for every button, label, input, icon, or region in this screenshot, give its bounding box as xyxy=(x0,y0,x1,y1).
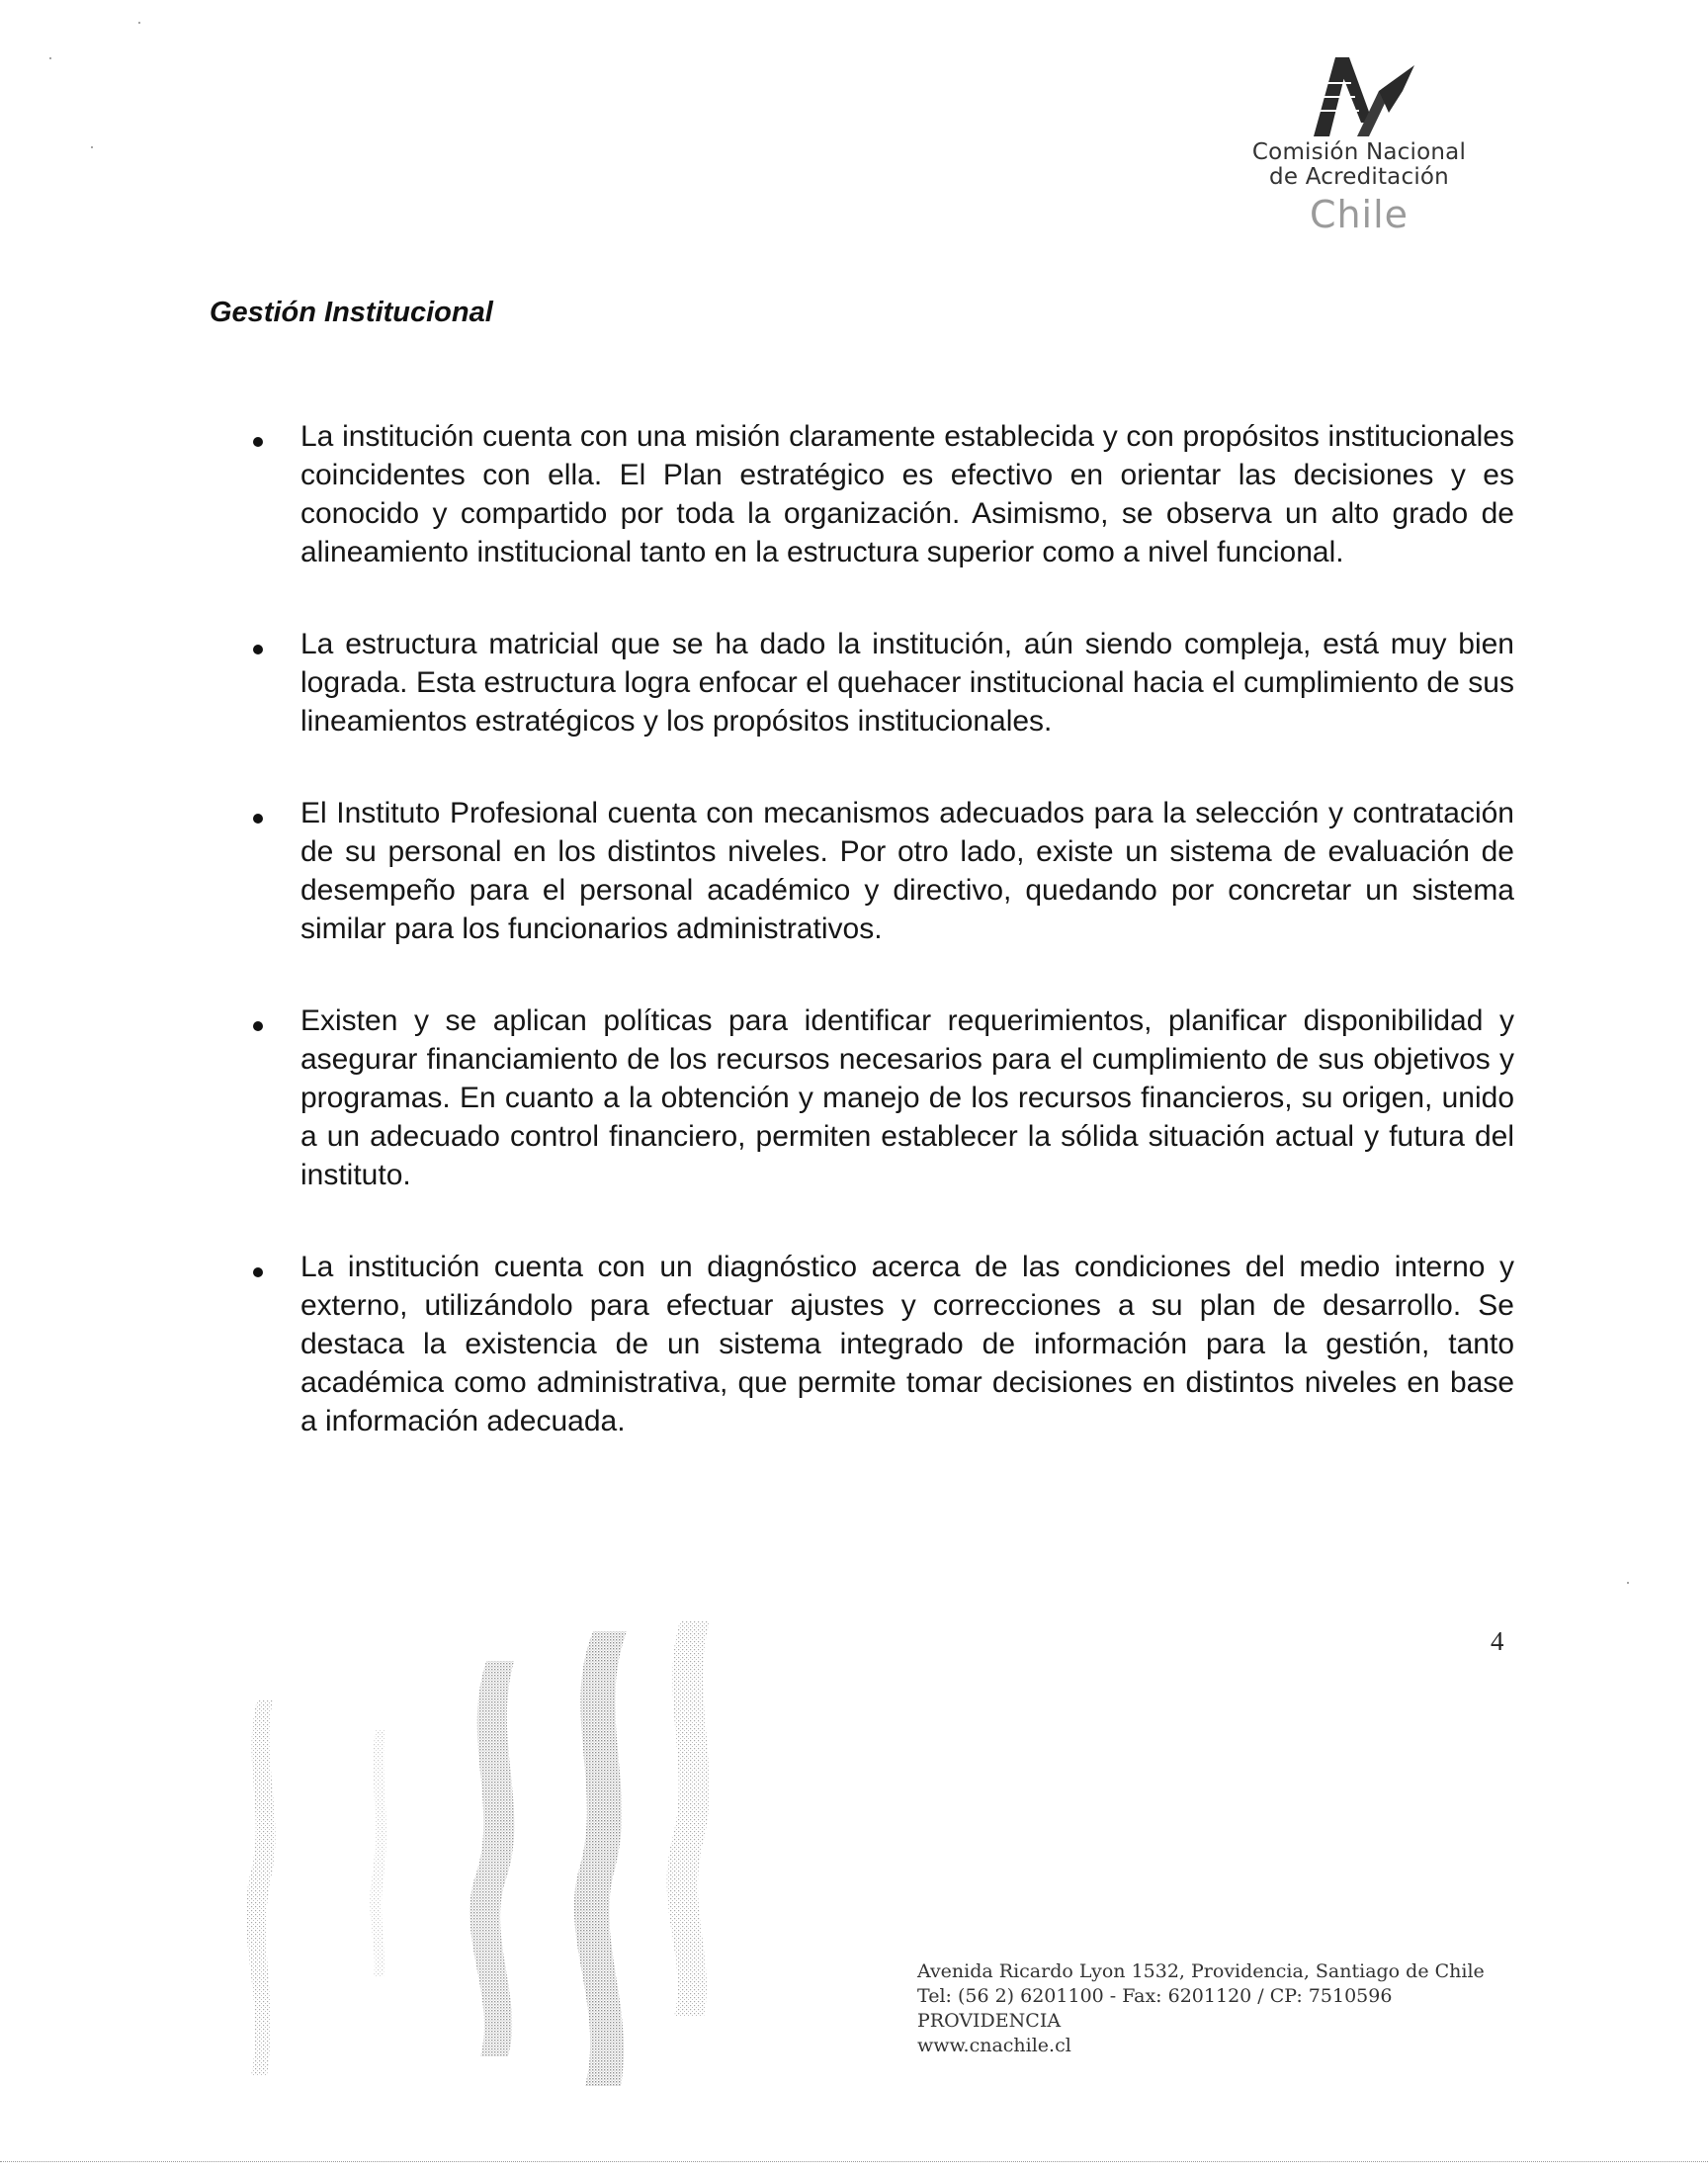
footer-address: Avenida Ricardo Lyon 1532, Providencia, Santiago de Chile xyxy=(917,1960,1485,1982)
list-item xyxy=(300,625,1514,740)
bullet-text: El Instituto Profesional cuenta con mecanismos adecuados para la selección y contratación de su personal en los distintos niveles. Por otro lado, existe un sistema de evaluación de desempeño para el personal académico y directivo, quedando por concretar un sistema similar para los funcionarios administrativos. xyxy=(300,797,1514,945)
list-item xyxy=(300,1248,1514,1440)
decorative-watermark-icon xyxy=(227,1621,751,2116)
bullet-list xyxy=(300,417,1514,1494)
bullet-text: La institución cuenta con un diagnóstico acerca de las condiciones del medio interno y externo, utilizándolo para efectuar ajustes y correcciones a su plan de desarrollo. Se destaca la existencia de un sistema integrado de información para la gestión, tanto académica como administrativa, que permite tomar decisiones en distintos niveles en base a información adecuada. xyxy=(300,1251,1514,1437)
footer-contact: Tel: (56 2) 6201100 - Fax: 6201120 / CP: 7510596 PROVIDENCIA xyxy=(917,1985,1393,2032)
org-name-line1: Comisión Nacional xyxy=(1251,139,1467,165)
footer-address-block xyxy=(917,1959,1530,2058)
scan-speck xyxy=(138,22,140,24)
bullet-icon xyxy=(253,437,263,447)
cna-logo-icon xyxy=(1300,51,1418,140)
scan-artifact-line xyxy=(0,2161,1708,2162)
scan-speck xyxy=(49,57,51,59)
header-logo-block xyxy=(1245,51,1473,235)
bullet-icon xyxy=(253,814,263,824)
scan-speck xyxy=(91,146,93,148)
bullet-text: La estructura matricial que se ha dado la institución, aún siendo compleja, está muy bien lograda. Esta estructura logra enfocar el quehacer institucional hacia el cumplimiento de sus lineamientos estratégicos y los propósitos institucionales. xyxy=(300,628,1514,738)
bullet-text: Existen y se aplican políticas para identificar requerimientos, planificar disponibilidad y asegurar financiamiento de los recursos necesarios para el cumplimiento de sus objetivos y programas. En cuanto a la obtención y manejo de los recursos financieros, su origen, unido a un adecuado control financiero, permiten establecer la sólida situación actual y futura del instituto. xyxy=(300,1004,1514,1191)
page-number: 4 xyxy=(1491,1626,1504,1656)
bullet-text: La institución cuenta con una misión claramente establecida y con propósitos institucionales coincidentes con ella. El Plan estratégico es efectivo en orientar las decisiones y es conocido y compartido por toda la organización. Asimismo, se observa un alto grado de alineamiento institucional tanto en la estructura superior como a nivel funcional. xyxy=(300,420,1514,568)
list-item xyxy=(300,794,1514,948)
bullet-icon xyxy=(253,1267,263,1277)
list-item xyxy=(300,417,1514,571)
list-item xyxy=(300,1001,1514,1194)
section-title: Gestión Institucional xyxy=(210,297,493,328)
bullet-icon xyxy=(253,1021,263,1031)
footer-website: www.cnachile.cl xyxy=(917,2035,1071,2056)
bullet-icon xyxy=(253,645,263,654)
country-name: Chile xyxy=(1309,193,1409,236)
org-name-line2: de Acreditación xyxy=(1269,164,1449,190)
scan-speck xyxy=(1627,1582,1629,1584)
